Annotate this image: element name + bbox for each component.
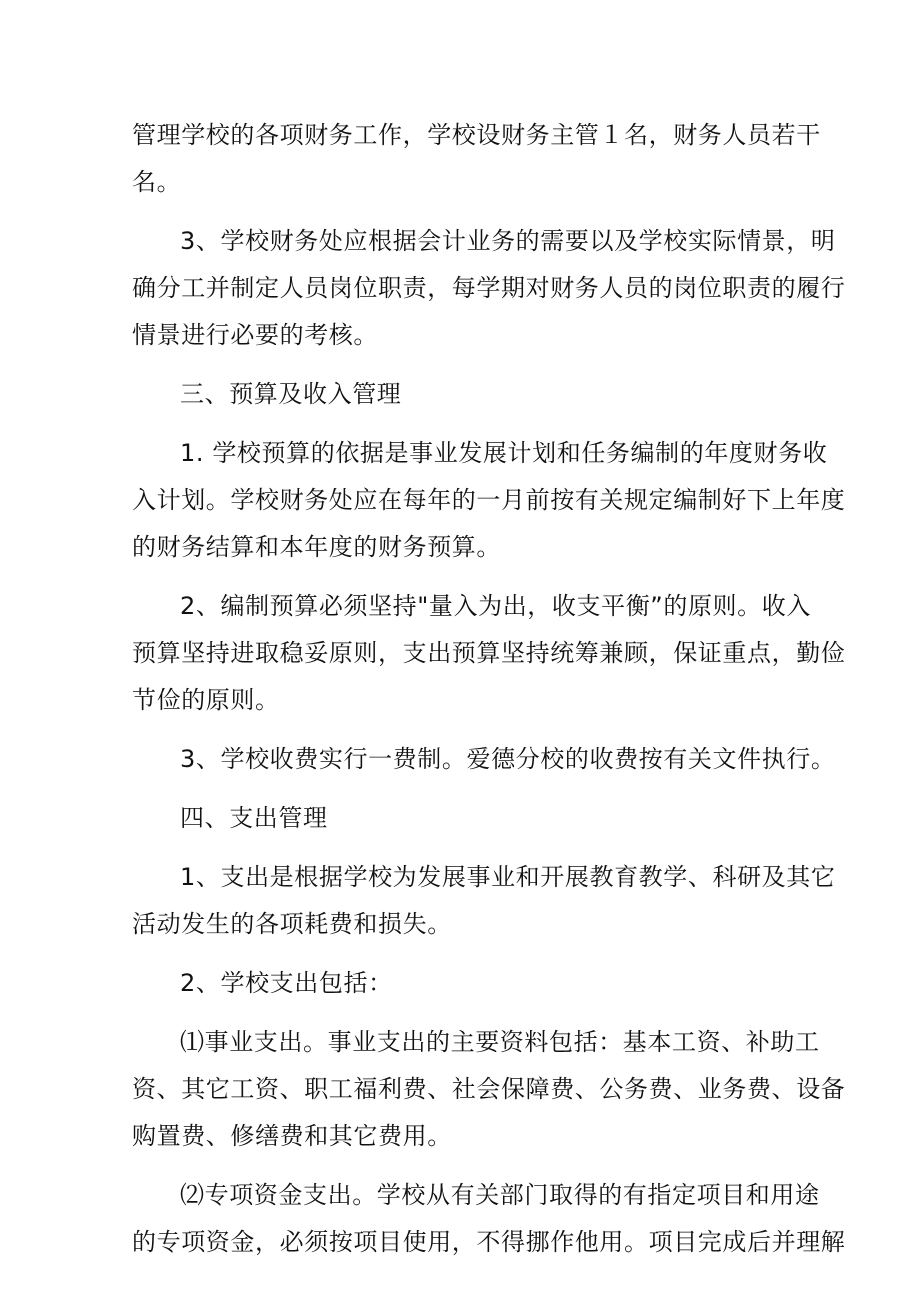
text-line: 活动发生的各项耗费和损失。 <box>132 910 452 938</box>
text-line: 购置费、修缮费和其它费用。 <box>132 1122 452 1150</box>
paragraph-expenditure-definition <box>132 854 836 948</box>
text-line: ⑵专项资金支出。学校从有关部门取得的有指定项目和用途 <box>180 1181 820 1209</box>
text-line: 资、其它工资、职工福利费、社会保障费、公务费、业务费、设备 <box>132 1075 846 1103</box>
text-line: 名。 <box>132 168 182 196</box>
text-line: 入计划。学校财务处应在每年的一月前按有关规定编制好下上年度 <box>132 486 846 514</box>
paragraph-finance-staff <box>132 112 821 206</box>
text-line: 的专项资金，必须按项目使用，不得挪作他用。项目完成后并理解 <box>132 1228 846 1256</box>
text-line: 1、支出是根据学校为发展事业和开展教育教学、科研及其它 <box>180 863 836 891</box>
paragraph-expenditure-includes <box>132 960 797 1007</box>
text-line: 预算坚持进取稳妥原则，支出预算坚持统筹兼顾，保证重点，勤俭 <box>132 639 846 667</box>
paragraph-job-responsibilities <box>132 218 846 359</box>
text-line: 节俭的原则。 <box>132 686 280 714</box>
text-line: 3、学校收费实行一费制。爱德分校的收费按有关文件执行。 <box>180 745 836 773</box>
paragraph-budget-principle <box>132 583 846 724</box>
section-heading-expenditure: 四、支出管理 <box>180 804 328 832</box>
paragraph-operating-expenditure <box>132 1019 846 1160</box>
text-line: ⑴事业支出。事业支出的主要资料包括：基本工资、补助工 <box>180 1028 820 1056</box>
paragraph-budget-basis <box>132 430 846 571</box>
text-line: 1. 学校预算的依据是事业发展计划和任务编制的年度财务收 <box>180 439 828 467</box>
text-line: 情景进行必要的考核。 <box>132 321 378 349</box>
text-line: 3、学校财务处应根据会计业务的需要以及学校实际情景，明 <box>180 227 836 255</box>
text-line: 2、编制预算必须坚持"量入为出，收支平衡”的原则。收入 <box>180 592 811 620</box>
document-body <box>132 112 846 1278</box>
paragraph-special-fund-expenditure <box>132 1172 846 1266</box>
text-line: 的财务结算和本年度的财务预算。 <box>132 533 501 561</box>
section-heading-budget-income: 三、预算及收入管理 <box>180 380 402 408</box>
text-line: 确分工并制定人员岗位职责，每学期对财务人员的岗位职责的履行 <box>132 274 846 302</box>
text-line: 管理学校的各项财务工作，学校设财务主管１名，财务人员若干 <box>132 121 821 149</box>
paragraph-fee-policy <box>132 736 836 783</box>
text-line: 2、学校支出包括： <box>180 969 393 997</box>
